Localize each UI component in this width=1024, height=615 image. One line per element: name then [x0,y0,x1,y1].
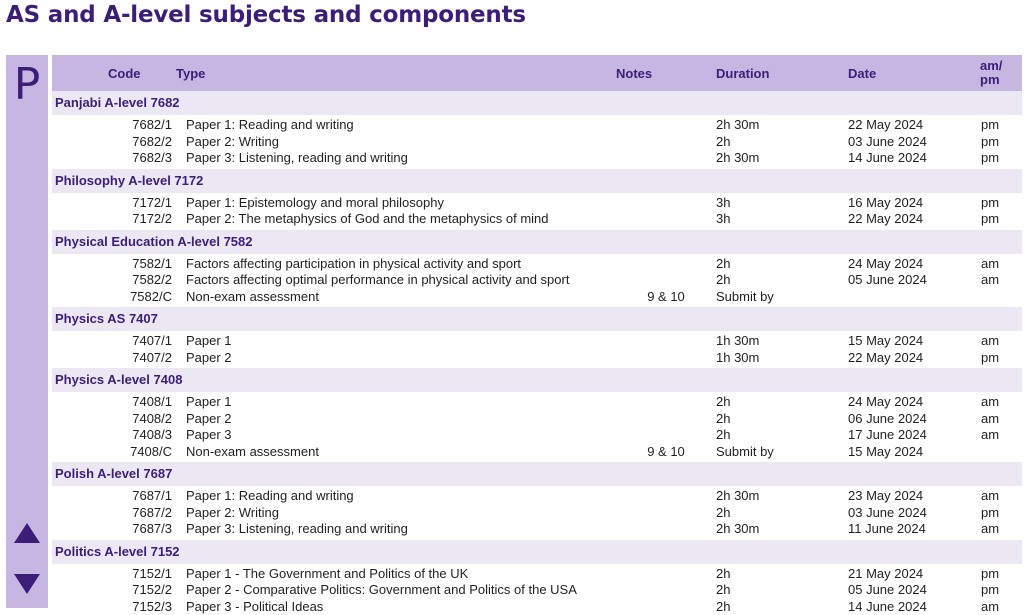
cell-ampm [980,444,1022,462]
cell-code: 7152/3 [108,599,176,615]
cell-code: 7687/2 [108,505,176,522]
cell-ampm: am [980,427,1022,444]
cell-type: Paper 1: Reading and writing [176,486,616,505]
cell-code: 7152/1 [108,564,176,583]
row-spacer [52,134,108,151]
cell-ampm: pm [980,150,1022,168]
subject-heading-row [52,168,1022,193]
subject-heading: Physics A-level 7408 [52,367,1022,392]
row-spacer [52,582,108,599]
cell-type: Paper 1: Reading and writing [176,115,616,134]
cell-date: 05 June 2024 [848,272,980,289]
cell-type: Paper 3 [176,427,616,444]
header-date: Date [848,55,980,91]
cell-code: 7407/2 [108,350,176,368]
cell-type: Paper 2: Writing [176,134,616,151]
cell-type: Paper 1 - The Government and Politics of the UK [176,564,616,583]
page-title: AS and A-level subjects and components [6,2,526,28]
cell-code: 7152/2 [108,582,176,599]
row-spacer [52,411,108,428]
cell-duration: 2h [716,582,848,599]
cell-ampm [980,289,1022,307]
cell-code: 7408/2 [108,411,176,428]
cell-notes [616,599,716,615]
row-spacer [52,486,108,505]
cell-duration: 1h 30m [716,331,848,350]
cell-notes [616,115,716,134]
row-spacer [52,331,108,350]
cell-duration: Submit by [716,444,848,462]
table-row [52,486,1022,505]
cell-ampm: am [980,392,1022,411]
cell-date: 22 May 2024 [848,115,980,134]
cell-ampm: pm [980,564,1022,583]
cell-duration: 3h [716,193,848,212]
cell-ampm: pm [980,350,1022,368]
row-spacer [52,211,108,229]
table-row [52,564,1022,583]
subject-heading: Panjabi A-level 7682 [52,91,1022,115]
cell-code: 7682/1 [108,115,176,134]
table-row [52,411,1022,428]
cell-type: Paper 2: The metaphysics of God and the metaphysics of mind [176,211,616,229]
cell-type: Paper 2: Writing [176,505,616,522]
cell-date: 06 June 2024 [848,411,980,428]
cell-ampm: am [980,599,1022,615]
table-row [52,331,1022,350]
cell-date: 11 June 2024 [848,521,980,539]
cell-notes [616,582,716,599]
cell-code: 7407/1 [108,331,176,350]
cell-date: 03 June 2024 [848,134,980,151]
cell-duration: Submit by [716,289,848,307]
table-row [52,521,1022,539]
header-type: Type [176,55,616,91]
table-header-row [52,55,1022,91]
cell-code: 7682/2 [108,134,176,151]
row-spacer [52,564,108,583]
cell-duration: 2h [716,564,848,583]
row-spacer [52,427,108,444]
table-row [52,193,1022,212]
cell-date: 22 May 2024 [848,350,980,368]
cell-type: Paper 3: Listening, reading and writing [176,150,616,168]
cell-code: 7408/1 [108,392,176,411]
cell-notes [616,193,716,212]
cell-notes: 9 & 10 [616,289,716,307]
cell-type: Factors affecting optimal performance in physical activity and sport [176,272,616,289]
cell-date: 03 June 2024 [848,505,980,522]
cell-ampm: am [980,521,1022,539]
cell-date: 24 May 2024 [848,392,980,411]
cell-code: 7408/3 [108,427,176,444]
cell-duration: 3h [716,211,848,229]
cell-ampm: pm [980,115,1022,134]
cell-duration: 2h [716,254,848,273]
subject-heading-row [52,367,1022,392]
header-ampm: am/ pm [980,55,1022,91]
cell-duration: 2h [716,272,848,289]
table-row [52,150,1022,168]
subject-heading: Physical Education A-level 7582 [52,229,1022,254]
table-row [52,427,1022,444]
cell-code: 7582/2 [108,272,176,289]
cell-date [848,289,980,307]
row-spacer [52,392,108,411]
cell-duration: 2h 30m [716,115,848,134]
cell-duration: 2h [716,411,848,428]
cell-notes [616,521,716,539]
cell-date: 24 May 2024 [848,254,980,273]
cell-code: 7582/C [108,289,176,307]
row-spacer [52,521,108,539]
cell-notes [616,331,716,350]
subject-heading-row [52,306,1022,331]
cell-notes: 9 & 10 [616,444,716,462]
row-spacer [52,444,108,462]
cell-notes [616,134,716,151]
cell-notes [616,392,716,411]
subject-heading-row [52,461,1022,486]
table-row [52,272,1022,289]
cell-code: 7687/3 [108,521,176,539]
cell-notes [616,505,716,522]
subject-heading-row [52,91,1022,115]
cell-code: 7172/2 [108,211,176,229]
table-row [52,115,1022,134]
row-spacer [52,289,108,307]
triangle-up-icon[interactable] [14,523,40,543]
table-row [52,444,1022,462]
row-spacer [52,150,108,168]
cell-code: 7408/C [108,444,176,462]
cell-notes [616,150,716,168]
row-spacer [52,115,108,134]
cell-type: Paper 2 [176,411,616,428]
cell-duration: 1h 30m [716,350,848,368]
cell-date: 17 June 2024 [848,427,980,444]
cell-notes [616,254,716,273]
triangle-down-icon[interactable] [14,574,40,594]
subject-heading: Polish A-level 7687 [52,461,1022,486]
cell-notes [616,211,716,229]
cell-date: 21 May 2024 [848,564,980,583]
cell-duration: 2h [716,427,848,444]
table-row [52,392,1022,411]
header-duration: Duration [716,55,848,91]
cell-date: 15 May 2024 [848,331,980,350]
cell-code: 7172/1 [108,193,176,212]
cell-notes [616,564,716,583]
cell-ampm: pm [980,193,1022,212]
cell-type: Paper 3: Listening, reading and writing [176,521,616,539]
cell-type: Non-exam assessment [176,444,616,462]
row-spacer [52,193,108,212]
subject-heading: Physics AS 7407 [52,306,1022,331]
cell-type: Factors affecting participation in physical activity and sport [176,254,616,273]
cell-code: 7687/1 [108,486,176,505]
cell-ampm: pm [980,134,1022,151]
header-code: Code [108,55,176,91]
table-row [52,599,1022,615]
row-spacer [52,599,108,615]
subject-heading: Politics A-level 7152 [52,539,1022,564]
table-row [52,211,1022,229]
cell-date: 05 June 2024 [848,582,980,599]
table-row [52,289,1022,307]
table-row [52,505,1022,522]
cell-ampm: pm [980,582,1022,599]
cell-notes [616,486,716,505]
cell-notes [616,272,716,289]
section-letter-bar [6,55,48,608]
cell-ampm: pm [980,211,1022,229]
cell-duration: 2h [716,505,848,522]
subject-heading-row [52,539,1022,564]
cell-date: 16 May 2024 [848,193,980,212]
cell-type: Paper 1 [176,331,616,350]
row-spacer [52,350,108,368]
cell-duration: 2h [716,599,848,615]
exam-schedule-table [52,55,1022,615]
cell-date: 14 June 2024 [848,150,980,168]
table-row [52,350,1022,368]
table-body [52,91,1022,615]
cell-date: 15 May 2024 [848,444,980,462]
cell-ampm: am [980,331,1022,350]
cell-type: Paper 1: Epistemology and moral philosophy [176,193,616,212]
cell-duration: 2h 30m [716,150,848,168]
cell-type: Paper 3 - Political Ideas [176,599,616,615]
cell-duration: 2h 30m [716,521,848,539]
cell-ampm: am [980,486,1022,505]
table-row [52,582,1022,599]
cell-type: Paper 2 - Comparative Politics: Government and Politics of the USA [176,582,616,599]
cell-duration: 2h [716,392,848,411]
subject-heading-row [52,229,1022,254]
cell-ampm: am [980,272,1022,289]
cell-date: 14 June 2024 [848,599,980,615]
section-letter: P [6,59,48,111]
row-spacer [52,272,108,289]
row-spacer [52,505,108,522]
cell-type: Paper 1 [176,392,616,411]
row-spacer [52,254,108,273]
cell-code: 7582/1 [108,254,176,273]
cell-type: Non-exam assessment [176,289,616,307]
cell-notes [616,411,716,428]
table-row [52,134,1022,151]
header-notes: Notes [616,55,716,91]
cell-duration: 2h 30m [716,486,848,505]
cell-code: 7682/3 [108,150,176,168]
table-row [52,254,1022,273]
header-spacer [52,55,108,91]
cell-date: 22 May 2024 [848,211,980,229]
cell-duration: 2h [716,134,848,151]
cell-ampm: am [980,411,1022,428]
cell-notes [616,427,716,444]
cell-notes [616,350,716,368]
cell-ampm: pm [980,505,1022,522]
cell-date: 23 May 2024 [848,486,980,505]
cell-type: Paper 2 [176,350,616,368]
subject-heading: Philosophy A-level 7172 [52,168,1022,193]
cell-ampm: am [980,254,1022,273]
